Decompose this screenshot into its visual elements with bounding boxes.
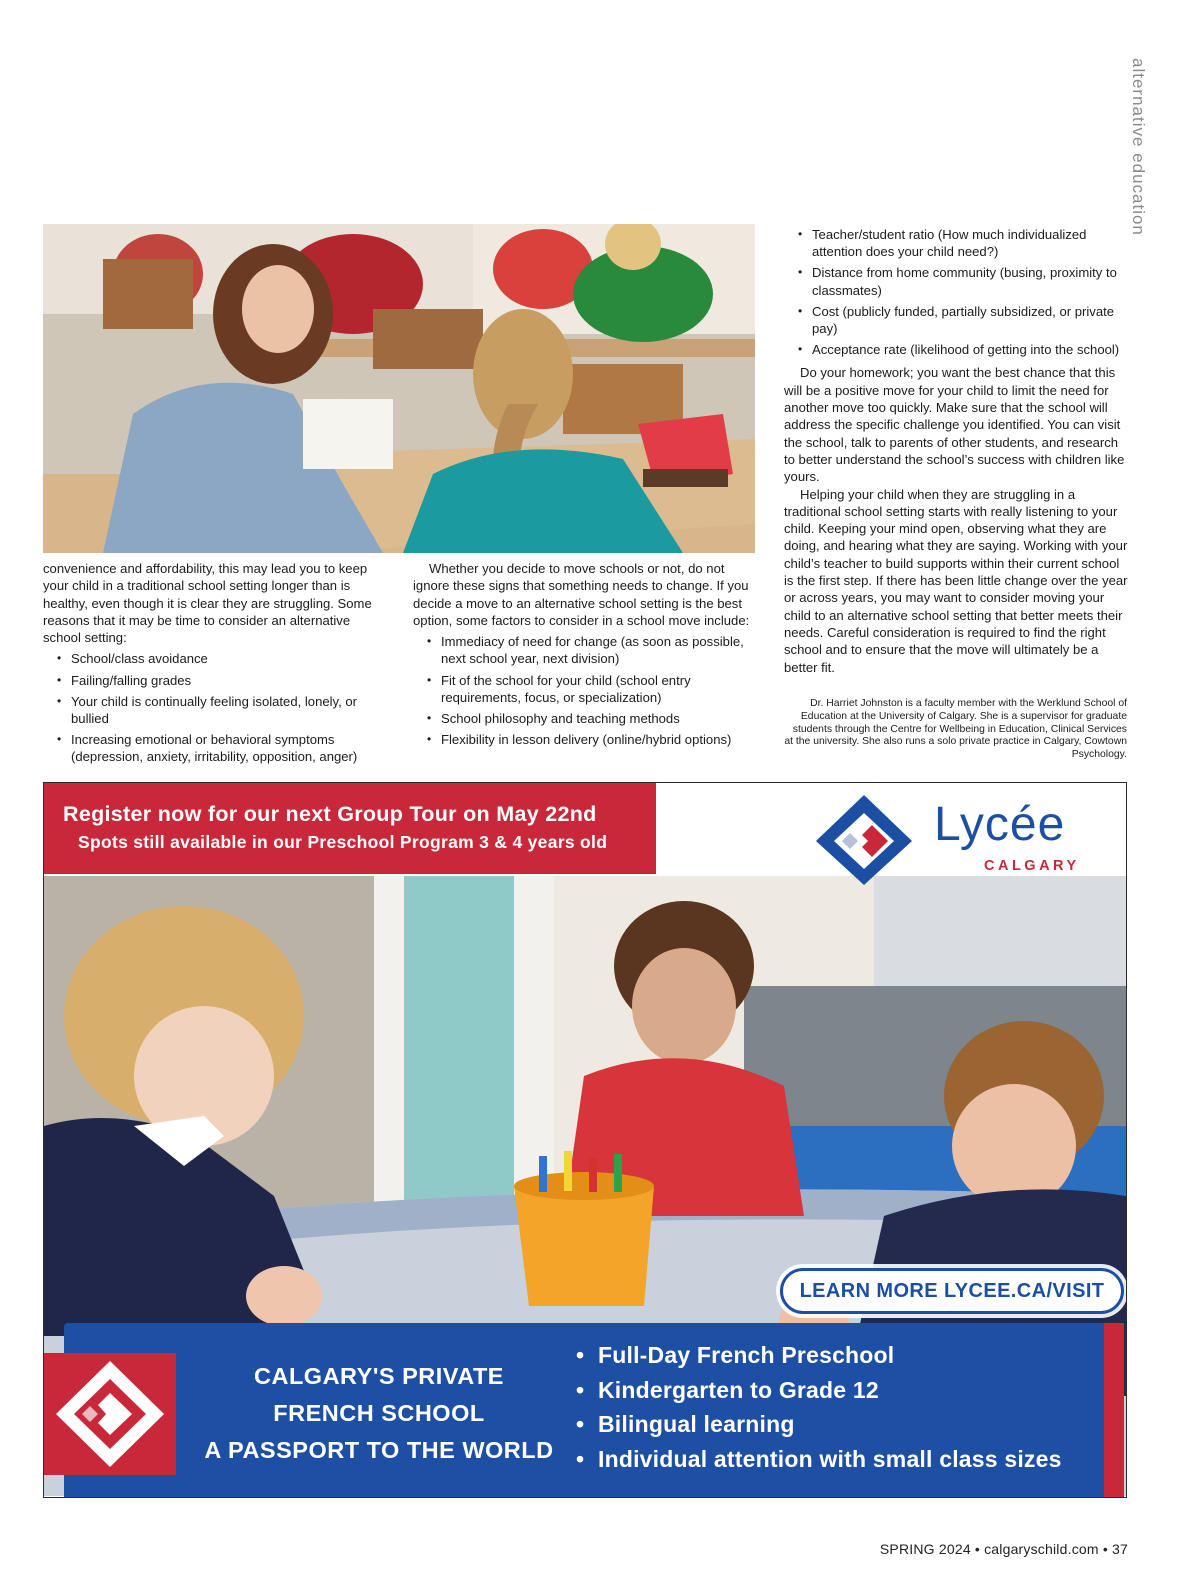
list-item: • Failing/falling grades <box>57 672 383 689</box>
list-item: • Teacher/student ratio (How much individualized attention does your child need?) <box>798 226 1128 261</box>
logo-name: Lycée <box>934 798 1066 851</box>
move-factors-list <box>427 633 753 748</box>
list-item: • Fit of the school for your child (school entry requirements, focus, or specialization) <box>427 672 753 707</box>
section-label-tab <box>1108 58 1168 248</box>
tagline-line: A PASSPORT TO THE WORLD <box>204 1437 554 1463</box>
column-2-intro: Whether you decide to move schools or not, do not ignore these signs that something needs to change. If you decide a move to an alternative school setting is the best option, some factors to consider in a school move include: <box>413 561 750 628</box>
lycee-diamond-logo-icon <box>814 793 924 885</box>
page-footer: SPRING 2024 • calgaryschild.com • 37 <box>879 1541 1128 1557</box>
list-item: • Acceptance rate (likelihood of getting into the school) <box>798 341 1128 358</box>
list-item: • School philosophy and teaching methods <box>427 710 753 727</box>
warning-signs-list <box>57 650 383 765</box>
list-item: • School/class avoidance <box>57 650 383 667</box>
banner-subline: Spots still available in our Preschool Program 3 & 4 years old <box>78 832 608 852</box>
lycee-advertisement[interactable] <box>43 782 1127 1498</box>
list-item: • Your child is continually feeling isolated, lonely, or bullied <box>57 693 383 728</box>
article-column-3 <box>784 226 1128 676</box>
learn-more-button[interactable]: LEARN MORE LYCEE.CA/VISIT <box>780 1268 1124 1314</box>
list-item: • Immediacy of need for change (as soon as possible, next school year, next division) <box>427 633 753 668</box>
section-label: alternative education <box>1129 58 1148 236</box>
tour-banner <box>44 783 656 874</box>
feature-item: • Individual attention with small class sizes <box>576 1442 1116 1477</box>
homework-paragraph: Do your homework; you want the best chance that this will be a positive move for your child to limit the need for another move too quickly. Make sure that the school will address the specific challenge you identified. You can visit the school, talk to parents of other students, and research to better understand the school’s success with children like yours. <box>784 365 1125 485</box>
list-item: • Distance from home community (busing, proximity to classmates) <box>798 264 1128 299</box>
author-bio: Dr. Harriet Johnston is a faculty member with the Werklund School of Education at the University of Calgary. She is a supervisor for graduate students through the Centre for Wellbeing in Education, Clinical Services at the university. She also runs a solo private practice in Calgary, Cowtown Psychology. <box>784 698 1127 761</box>
features-list <box>576 1338 1116 1476</box>
tagline-line: FRENCH SCHOOL <box>273 1400 485 1426</box>
logo-subtitle: CALGARY <box>984 858 1080 874</box>
helping-paragraph: Helping your child when they are struggling in a traditional school setting starts with really listening to your child. Keeping your mind open, observing what they are doing, and hearing what they are saying. Working with your child’s teacher to build supports within their current school is the first step. If there has been little change over the year or across years, you may want to consider moving your child to an alternative school setting that better meets their needs. Careful consideration is required to find the right school and to ensure that the move will ultimately be a better fit. <box>784 486 1128 675</box>
more-factors-list <box>798 226 1128 358</box>
banner-headline: Register now for our next Group Tour on May 22nd <box>63 802 597 826</box>
feature-item: • Full-Day French Preschool <box>576 1338 1116 1373</box>
feature-item: • Bilingual learning <box>576 1407 1116 1442</box>
article-column-2 <box>413 560 753 752</box>
classroom-photo <box>43 224 755 553</box>
classroom-photo-illustration <box>43 224 755 553</box>
school-tagline <box>191 1358 567 1469</box>
column-1-intro: convenience and affordability, this may lead you to keep your child in a traditional school setting longer than is healthy, even though it is clear they are struggling. Some reasons that it may be time to consider an alternative school setting: <box>43 561 372 646</box>
tagline-line: CALGARY'S PRIVATE <box>254 1363 504 1389</box>
article-column-1 <box>43 560 383 769</box>
list-item: • Flexibility in lesson delivery (online/hybrid options) <box>427 731 753 748</box>
feature-item: • Kindergarten to Grade 12 <box>576 1373 1116 1408</box>
logo-badge <box>44 1353 176 1475</box>
white-diamond-logo-icon <box>44 1353 176 1475</box>
list-item: • Cost (publicly funded, partially subsidized, or private pay) <box>798 303 1128 338</box>
lycee-logo <box>814 793 1114 877</box>
list-item: • Increasing emotional or behavioral symptoms (depression, anxiety, irritability, opposition, anger) <box>57 731 383 766</box>
